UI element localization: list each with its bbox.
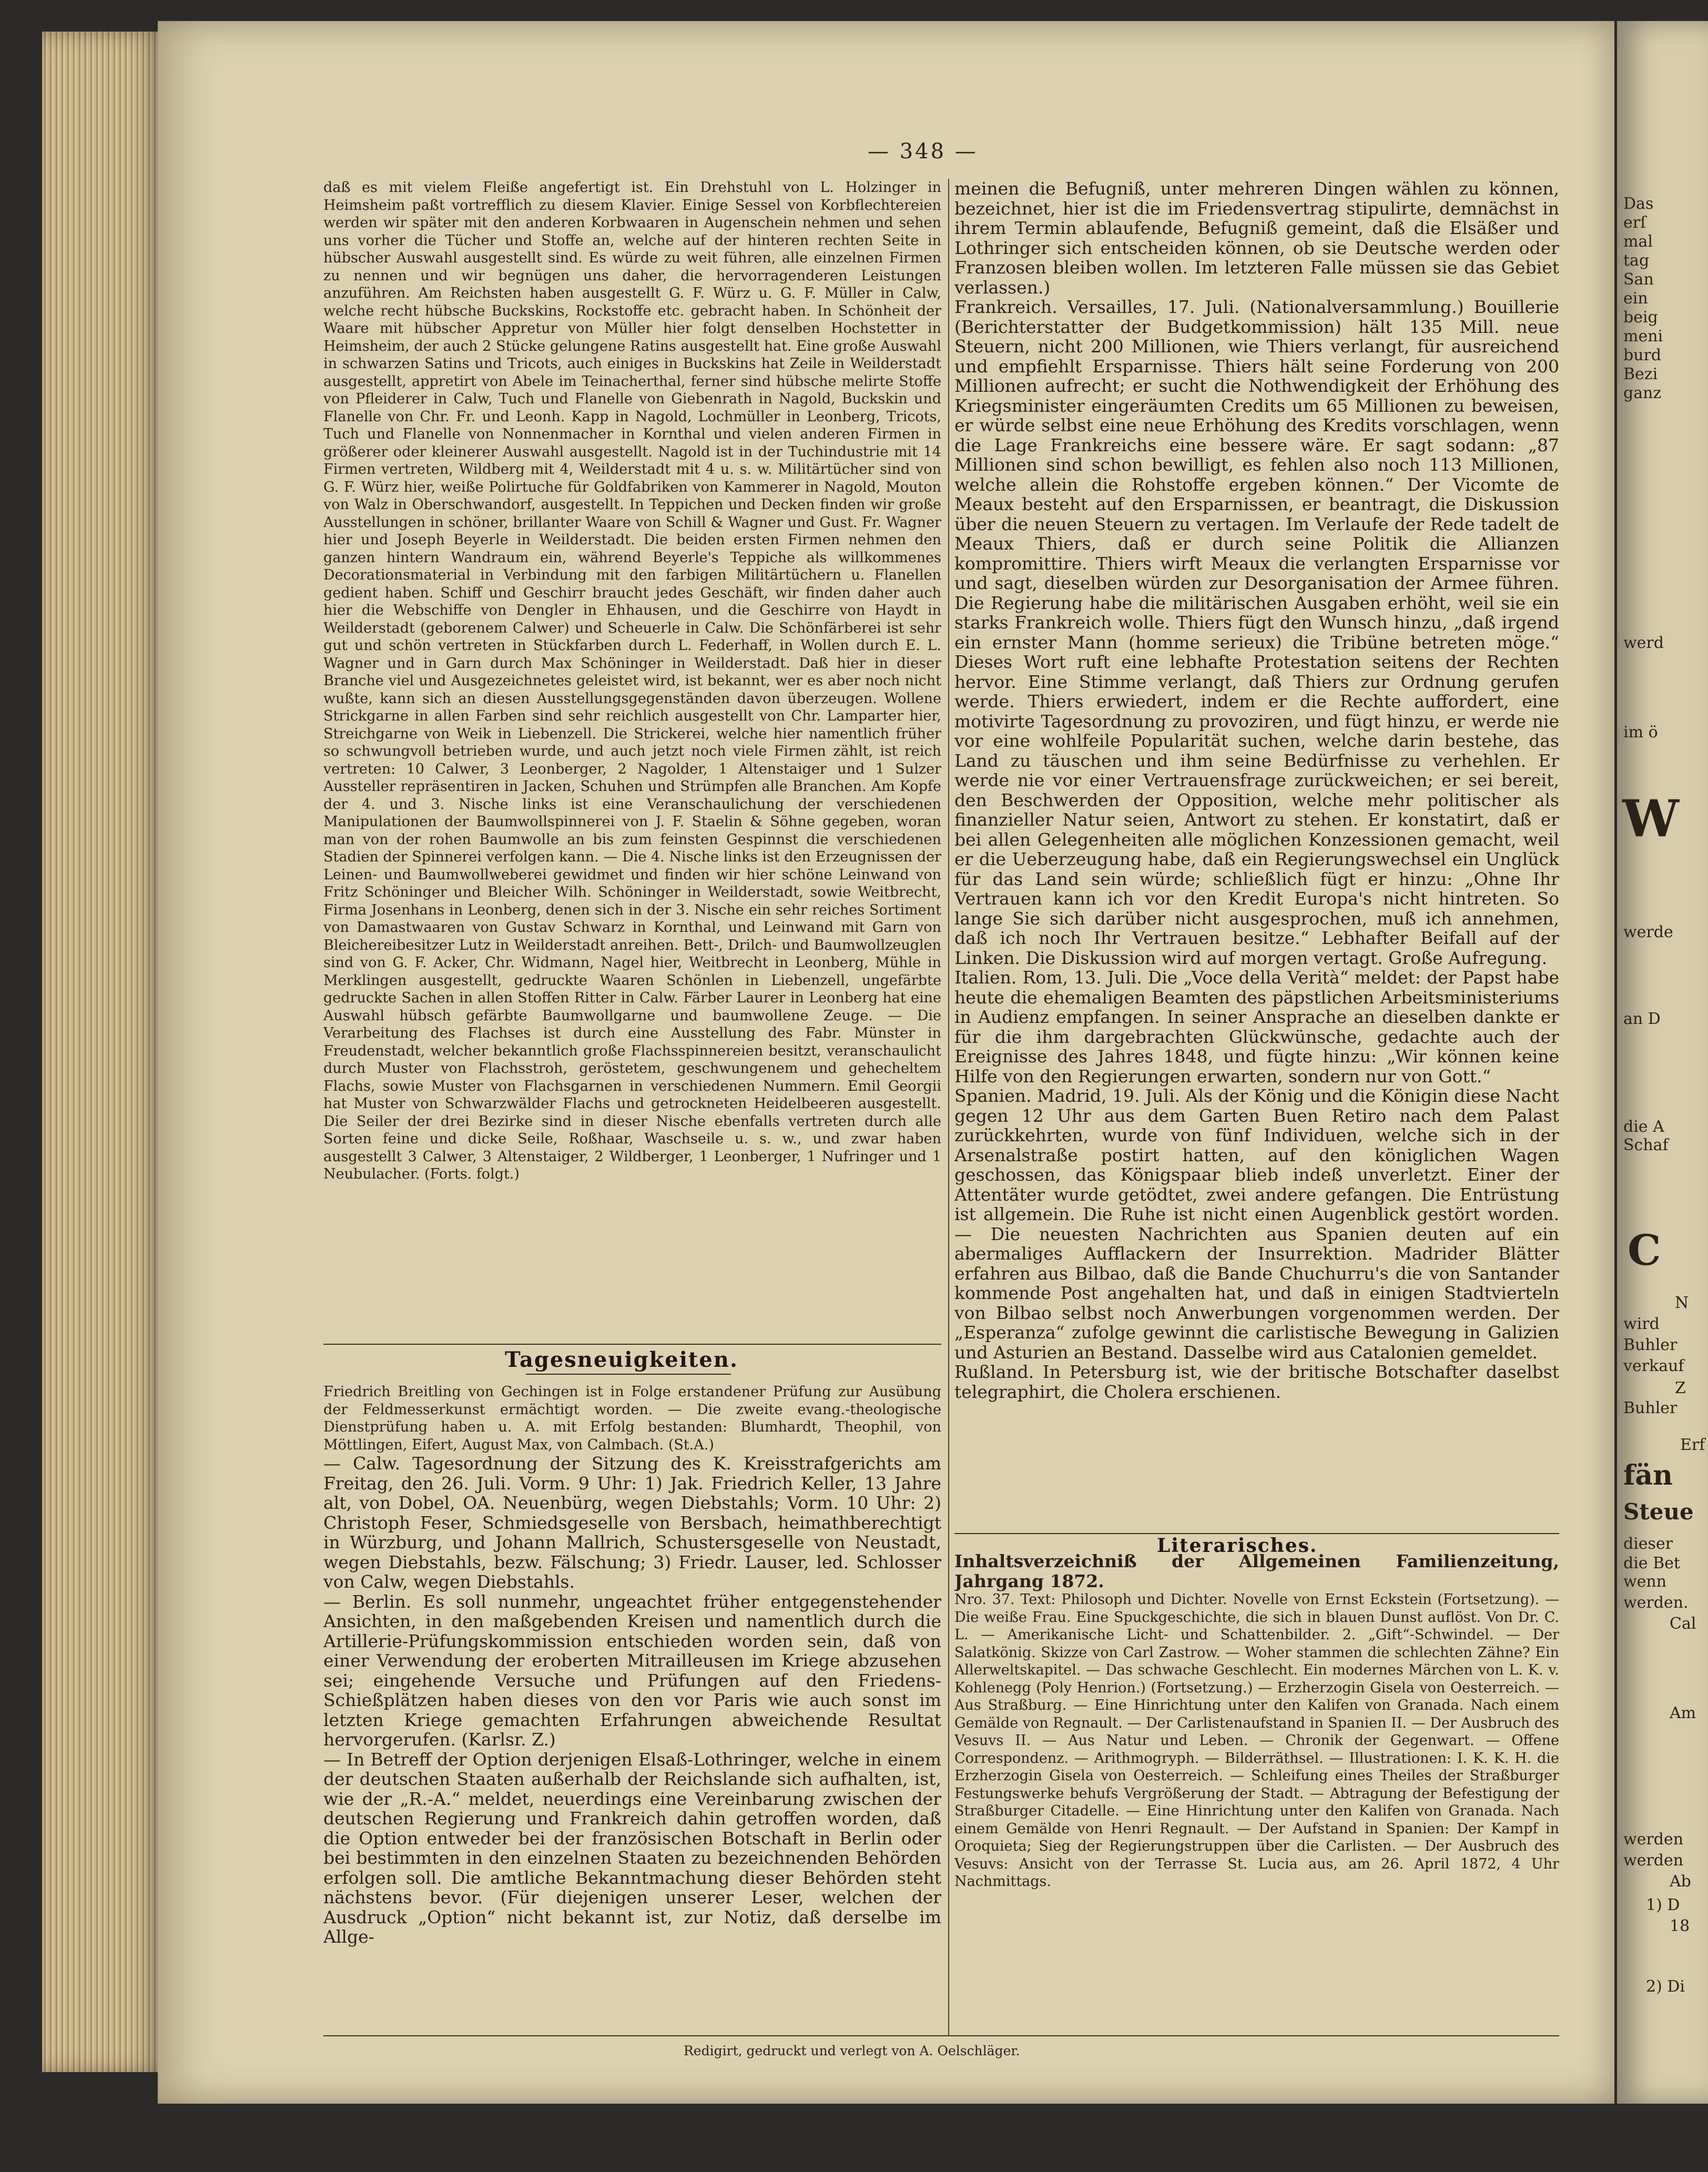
facing-fragment: W [1622, 789, 1679, 848]
column-divider [948, 179, 949, 2035]
facing-fragment: werd [1623, 634, 1664, 652]
facing-fragment: Ab [1670, 1872, 1691, 1891]
news-item-frankreich: Frankreich. Versailles, 17. Juli. (Nationalversammlung.) Bouillerie (Berichterstatter der Budgetkommission) hält 135 Mill. neue Steuern, nicht 200 Millionen, wie Thiers verlangt, für ausreichend und empfiehlt Ersparnisse. Thiers hält seine Forderung von 200 Millionen aufrecht; er sucht die Nothwendigkeit der Erhöhung des Kriegsminister eingeräumten Credits um 65 Millionen zu beweisen, er würde selbst eine neue Erhöhung des Kredits vorschlagen, wenn die Lage Frankreichs eine bessere wäre. Er sagt sodann: „87 Millionen sind schon bewilligt, es fehlen also noch 113 Millionen, welche allein die Rohstoffe ergeben können.“ Der Vicomte de Meaux besteht auf den Ersparnissen, er beantragt, die Diskussion über die neuen Steuern zu vertagen. Im Verlaufe der Rede tadelt de Meaux Thiers, daß er durch seine Politik die Allianzen kompromittire. Thiers wirft Meaux die verlangten Ersparnisse vor und sagt, dieselben würden zur Desorganisation der Armee führen. Die Regierung habe die militärischen Ausgaben erhöht, weil sie ein starks Frankreich wolle. Thiers fügt den Wunsch hinzu, „daß irgend ein ernster Mann (homme serieux) die Tribüne betreten möge.“ Dieses Wort ruft eine lebhafte Protestation seitens der Rechten hervor. Eine Stimme verlangt, daß Thiers zur Ordnung gerufen werde. Thiers erwiedert, indem er die Rechte auffordert, eine motivirte Tagesordnung zu provoziren, und fügt hinzu, er werde nie vor eine wohlfeile Popularität suchen, welche darin bestehe, das Land zu täuschen und ihm seine Bedürfnisse zu verhehlen. Er werde nie vor einer Vertrauensfrage zurückweichen; er sei bereit, den Beschwerden der Opposition, welche mehr politischer als finanzieller Natur seien, Antwort zu stehen. Er konstatirt, daß er bei allen Gelegenheiten alle möglichen Konzessionen gemacht, weil er die Ueberzeugung habe, daß ein Regierungswechsel ein Unglück für das Land sein würde; schließlich fügt er hinzu: „Ohne Ihr Vertrauen kann ich vor den Kredit Europa's nicht hintreten. So lange Sie sich darüber nicht ausgesprochen, muß ich annehmen, daß ich noch Ihr Vertrauen besitze.“ Lebhafter Beifall auf der Linken. Die Diskussion wird auf morgen vertagt. Große Aufregung. [954, 297, 1559, 968]
facing-fragment: fän [1623, 1459, 1673, 1491]
facing-fragment: 1) D [1646, 1896, 1680, 1914]
section-rule [954, 1533, 1559, 1534]
facing-fragment: ein [1623, 289, 1648, 308]
news-item-berlin: — Berlin. Es soll nunmehr, ungeachtet früher entgegenstehender Ansichten, in den maßgebenden Kreisen und namentlich durch die Artillerie-Prüfungskommission entschieden worden sein, daß von einer Verwendung der eroberten Mitrailleusen im Kriege abzusehen sei; eingehende Versuche und Prüfungen auf den Friedens-Schießplätzen haben dieses von den vor Paris wie auch sonst im letzten Kriege gemachten Erfahrungen abweichende Resultat hervorgerufen. (Karlsr. Z.) [323, 1591, 941, 1750]
facing-fragment: Z [1675, 1379, 1686, 1397]
heading-underline [526, 1374, 731, 1375]
facing-fragment: die A [1623, 1118, 1664, 1136]
facing-fragment: Das [1623, 195, 1654, 213]
facing-fragment: Cal [1670, 1615, 1696, 1633]
bottom-rule [323, 2035, 1559, 2036]
facing-fragment: beig [1623, 308, 1658, 327]
facing-fragment: N [1675, 1294, 1689, 1312]
news-intro: Friedrich Breitling von Gechingen ist in Folge erstandener Prüfung zur Ausübung der Feldmesserkunst ermächtigt worden. — Die zweite evang.-theologische Dienstprüfung haben u. A. mit Erfolg bestanden: Blumhardt, Theophil, von Möttlingen, Eifert, August Max, von Calmbach. (St.A.) [323, 1384, 941, 1453]
article-paragraph: daß es mit vielem Fleiße angefertigt ist. Ein Drehstuhl von L. Holzinger in Heimsheim paßt vortrefflich zu diesem Klavier. Einige Sessel von Korbflechtereien werden wir später mit den anderen Korbwaaren in Augenschein nehmen und sehen uns vorher die Tücher und Stoffe an, welche auf der hinteren rechten Seite in hübscher Auswahl ausgestellt sind. Es würde zu weit führen, alle einzelnen Firmen zu nennen und wir begnügen uns daher, die hervorragenderen Leistungen anzuführen. Am Reichsten haben ausgestellt G. F. Würz u. G. F. Müller in Calw, welche recht hübsche Buckskins, Rockstoffe etc. gebracht haben. In Schönheit der Waare mit hübscher Appretur von Müller hier folgt denselben Hochstetter in Heimsheim, der auch 2 Stücke gelungene Ratins ausgestellt hat. Eine große Auswahl in schwarzen Satins und Tricots, auch einiges in Buckskins hat Zeile in Weilderstadt ausgestellt, appretirt von Abele im Teinacherthal, ferner sind hübsche melirte Stoffe von Pfleiderer in Calw, Tuch und Flanelle von Giebenrath in Nagold, Buckskin und Flanelle von Chr. Fr. und Leonh. Kapp in Nagold, Lochmüller in Leonberg, Tricots, Tuch und Flanelle von Nonnenmacher in Kornthal und vielen anderen Firmen in größerer oder kleinerer Auswahl ausgestellt. Nagold ist in der Tuchindustrie mit 14 Firmen vertreten, Wildberg mit 4, Weilderstadt mit 4 u. s. w. Militärtücher sind von G. F. Würz hier, weiße Polirtuche für Goldfabriken von Kammerer in Nagold, Mouton von Walz in Oberschwandorf, ausgestellt. In Teppichen und Decken finden wir große Ausstellungen in schöner, brillanter Waare von Schill & Wagner und Gust. Fr. Wagner hier und Joseph Beyerle in Weilderstadt. Die beiden ersten Firmen nehmen den ganzen hintern Wandraum ein, während Beyerle's Teppiche als willkommenes Decorationsmaterial in Verbindung mit den farbigen Militärtüchern u. Flanellen gedient haben. Schiff und Geschirr braucht jedes Geschäft, wir finden daher auch hier die Webschiffe von Dengler in Ehhausen, und die Geschirre von Haydt in Weilderstadt (geborenem Calwer) und Scheuerle in Calw. Die Schönfärberei ist sehr gut und schön vertreten in Stückfarben durch L. Federhaff, in Wollen durch E. L. Wagner und in Garn durch Max Schöninger in Weilderstadt. Daß hier in dieser Branche viel und Ausgezeichnetes geleistet wird, ist bekannt, wer es aber noch nicht wußte, kann sich an diesen Ausstellungsgegenständen davon überzeugen. Wollene Strickgarne in allen Farben sind sehr reichlich ausgestellt von Chr. Lamparter hier, Streichgarne von Weik in Liebenzell. Die Strickerei, welche hier namentlich früher so schwungvoll betrieben wurde, und auch jetzt noch viele Firmen zählt, ist reich vertreten: 10 Calwer, 3 Leonberger, 2 Nagolder, 1 Altenstaiger und 1 Sulzer Aussteller repräsentiren in Jacken, Schuhen und Strümpfen alle Branchen. Am Kopfe der 4. und 3. Nische links ist eine Veranschaulichung der verschiedenen Manipulationen der Baumwollspinnerei von J. F. Staelin & Söhne gegeben, woran man von der rohen Baumwolle an bis zum feinsten Gespinnst die verschiedenen Stadien der Spinnerei verfolgen kann. — Die 4. Nische links ist den Erzeugnissen der Leinen- und Baumwollweberei gewidmet und finden wir hier schöne Leinwand von Fritz Schöninger und Bleicher Wilh. Schöninger in Weilderstadt, sowie Weitbrecht, Firma Josenhans in Leonberg, denen sich in der 3. Nische ein sehr reiches Sortiment von Damastwaaren von Gustav Schwarz in Kornthal, und Leinwand mit Garn von Bleichereibesitzer Lutz in Weilderstadt anreihen. Bett-, Drilch- und Baumwollzeuglen sind von G. F. Acker, Chr. Widmann, Nagel hier, Weitbrecht in Leonberg, Mühle in Merklingen ausgestellt, gedruckte Waaren Schönlen in Liebenzell, ungefärbte gedruckte Sachen in allen Stoffen Ritter in Calw. Färber Laurer in Leonberg hat eine Auswahl hübsch gefärbte Baumwollgarne und baumwollene Zeuge. — Die Verarbeitung des Flachses ist durch eine Ausstellung des Fabr. Münster in Freudenstadt, welcher bekanntlich große Flachsspinnereien besitzt, veranschaulicht durch Muster von Flachsstroh, geröstetem, geschwungenem und gehecheltem Flachs, sowie Muster von Flachsgarnen in verschiedenen Nummern. Emil Georgii hat Muster von Schwarzwälder Flachs und getrockneten Heidelbeeren ausgestellt. Die Seiler der drei Bezirke sind in dieser Nische ebenfalls vertreten durch alle Sorten feine und dicke Seile, Roßhaar, Waschseile u. s. w., und zwar haben ausgestellt 3 Calwer, 3 Altenstaiger, 2 Wildberger, 1 Leonberger, 1 Nufringer und 1 Neubulacher. (Forts. folgt.) [323, 179, 941, 1182]
facing-fragment: Buhler [1623, 1336, 1678, 1354]
article-exhibition-continued [323, 179, 941, 1336]
imprint-line: Redigirt, gedruckt und verlegt von A. Oelschläger. [684, 2043, 1020, 2058]
facing-fragment: ganz [1623, 384, 1662, 402]
page-number: — 348 — [868, 139, 978, 164]
facing-fragment: Am [1670, 1704, 1696, 1722]
section-heading-literarisches: Literarisches. [1157, 1535, 1318, 1557]
facing-fragment: Bezi [1623, 365, 1658, 383]
literarisches-section [954, 1551, 1559, 2130]
facing-fragment: im ö [1623, 723, 1658, 742]
facing-fragment: werde [1623, 923, 1673, 941]
facing-fragment: meni [1623, 327, 1663, 346]
facing-fragment: Buhler [1623, 1399, 1678, 1417]
facing-fragment: wenn [1623, 1572, 1667, 1591]
literarisches-subheading: Inhaltsverzeichniß der Allgemeinen Familienzeitung, Jahrgang 1872. [954, 1551, 1559, 1591]
book-page-edges [42, 32, 163, 2072]
facing-fragment: 18 [1670, 1917, 1690, 1935]
foreign-news-column [954, 179, 1559, 1525]
news-item-russland: Rußland. In Petersburg ist, wie der britische Botschafter daselbst telegraphirt, die Cholera erschienen. [954, 1362, 1559, 1402]
facing-fragment: wird [1623, 1315, 1660, 1333]
facing-fragment: werden [1623, 1851, 1684, 1870]
news-item-calw: — Calw. Tagesordnung der Sitzung des K. Kreisstrafgerichts am Freitag, den 26. Juli. Vorm. 9 Uhr: 1) Jak. Friedrich Keller, 13 Jahre alt, von Dobel, OA. Neuenbürg, wegen Diebstahls; Vorm. 10 Uhr: 2) Christoph Feser, Schmiedsgeselle von Bersbach, heimathberechtigt in Würzburg, und Johann Mallrich, Schustersgeselle von Neustadt, wegen Diebstahls, bezw. Fälschung; 3) Friedr. Lauser, led. Schlosser von Calw, wegen Diebstahls. [323, 1453, 941, 1592]
facing-fragment: Erf [1680, 1436, 1705, 1454]
facing-fragment: werden. [1623, 1594, 1689, 1612]
facing-page-edge [1617, 21, 1708, 2104]
facing-fragment: 2) Di [1646, 1977, 1685, 1996]
news-item-option: — In Betreff der Option derjenigen Elsaß-Lothringer, welche in einem der deutschen Staaten außerhalb der Reichslande sich aufhalten, ist, wie der „R.-A.“ meldet, neuerdings eine Vereinbarung zwischen der deutschen Regierung und Frankreich dahin getroffen worden, daß die Option entweder bei der französischen Botschaft in Berlin oder bei bestimmten in den einzelnen Staaten zu bezeichnenden Behörden erfolgen soll. Die amtliche Bekanntmachung dieser Behörden steht nächstens bevor. (Für diejenigen unserer Leser, welchen der Ausdruck „Option“ nicht bekannt ist, zur Notiz, daß derselbe im Allge- [323, 1749, 941, 1947]
facing-fragment: C [1628, 1225, 1661, 1275]
news-item-spanien: Spanien. Madrid, 19. Juli. Als der König und die Königin diese Nacht gegen 12 Uhr aus dem Garten Buen Retiro nach dem Palast zurückkehrten, wurde von fünf Individuen, welche sich in der Arsenalstraße postirt hatten, auf den königlichen Wagen geschossen, das Königspaar blieb indeß unverletzt. Einer der Attentäter wurde getödtet, zwei andere gefangen. Die Entrüstung ist allgemein. Die Ruhe ist nicht einen Augenblick gestört worden. — Die neuesten Nachrichten aus Spanien deuten auf ein abermaliges Aufflackern der Insurrektion. Madrider Blätter erfahren aus Bilbao, daß die Bande Chuchurru's die von Santander kommende Post angehalten hat, und daß in einigen Stadtvierteln von Bilbao selbst noch Anwerbungen vorgenommen werden. Der „Esperanza“ zufolge gewinnt die carlistische Bewegung in Galizien und Asturien an Bestand. Dasselbe wird aus Catalonien gemeldet. [954, 1085, 1559, 1363]
section-heading-tagesneuigkeiten: Tagesneuigkeiten. [505, 1347, 738, 1372]
facing-fragment: Schaf [1623, 1136, 1669, 1154]
facing-fragment: verkauf [1623, 1357, 1684, 1375]
facing-fragment: mal [1623, 232, 1653, 251]
facing-fragment: Steue [1623, 1499, 1694, 1525]
facing-fragment: an D [1623, 1010, 1661, 1028]
news-item-italien: Italien. Rom, 13. Juli. Die „Voce della Verità“ meldet: der Papst habe heute die ehemaligen Beamten des päpstlichen Arbeitsministeriums in Audienz empfangen. In seiner Ansprache an dieselben dankte er für die ihm dargebrachten Glückwünsche, gedachte auch der Ereignisse des Jahres 1848, und fügte hinzu: „Wir können keine Hilfe von den Regierungen erwarten, sondern nur von Gott.“ [954, 967, 1559, 1087]
facing-fragment: erſ [1623, 214, 1646, 232]
section-rule [323, 1344, 941, 1345]
facing-fragment: dieser [1623, 1535, 1673, 1553]
facing-fragment: tag [1623, 251, 1650, 270]
literarisches-contents: Nro. 37. Text: Philosoph und Dichter. Novelle von Ernst Eckstein (Fortsetzung). — Die weiße Frau. Eine Spuckgeschichte, die sich in blauen Dunst auflöst. Von Dr. C. L. — Amerikanische Licht- und Schattenbilder. 2. „Gift“-Schwindel. — Der Salatkönig. Skizze von Carl Zastrow. — Woher stammen die schlechten Zähne? Ein Allerweltskapitel. — Das schwache Geschlecht. Ein modernes Märchen von L. K. v. Kohlenegg (Poly Henrion.) (Fortsetzung.) — Erzherzogin Gisela von Oesterreich. — Aus Straßburg. — Eine Hinrichtung unter den Kalifen von Granada. Nach einem Gemälde von Regnault. — Der Carlistenaufstand in Spanien II. — Der Ausbruch des Vesuvs II. — Aus Natur und Leben. — Chronik der Gegenwart. — Offene Correspondenz. — Arithmogryph. — Bilderräthsel. — Illustrationen: I. K. K. H. die Erzherzogin Gisela von Oesterreich. — Schleifung eines Theiles der Straßburger Festungswerke behufs Vergrößerung der Stadt. — Abtragung der Befestigung der Straßburger Citadelle. — Eine Hinrichtung unter den Kalifen von Granada. Nach einem Gemälde von Henri Regnault. — Der Aufstand in Spanien: Der Kampf in Oroquieta; Sieg der Regierungstruppen über die Carlisten. — Der Ausbruch des Vesuvs: Ansicht von der Terrasse St. Lucia aus, am 26. April 1872, 4 Uhr Nachmittags. [954, 1591, 1559, 1890]
facing-fragment: San [1623, 270, 1654, 289]
news-option-continued: meinen die Befugniß, unter mehreren Dingen wählen zu können, bezeichnet, hier ist die im Friedensvertrag stipulirte, demnächst in ihrem Termin ablaufende, Befugniß gemeint, daß die Elsäßer und Lothringer sich entscheiden können, ob sie Deutsche werden oder Franzosen bleiben wollen. Im letzteren Falle müssen sie das Gebiet verlassen.) [954, 179, 1559, 298]
facing-fragment: burd [1623, 346, 1662, 364]
facing-fragment: werden [1623, 1830, 1684, 1849]
facing-fragment: die Bet [1623, 1554, 1680, 1572]
